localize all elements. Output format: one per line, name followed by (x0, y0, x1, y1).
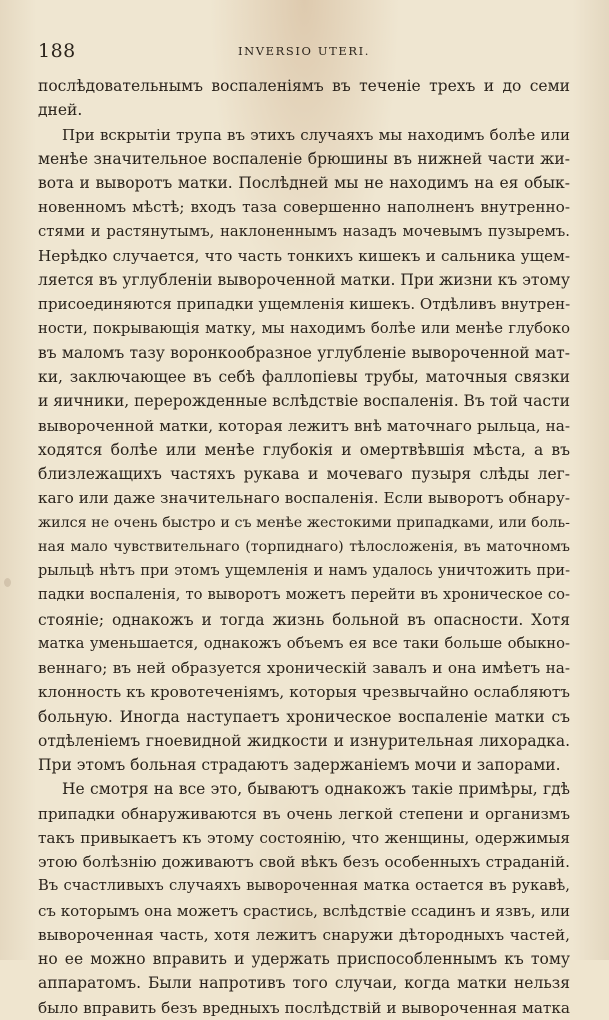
text-line: стояніе; однакожъ и тогда жизнь больной въ опасности. Хотя (38, 610, 570, 629)
text-line: дней. (38, 101, 83, 120)
text-line: присоединяются припадки ущемленія кишекъ. Отдѣливъ внутрен- (38, 295, 570, 314)
text-line: При вскрытіи трупа въ этихъ случаяхъ мы находимъ болѣе или (62, 125, 570, 144)
body-text (38, 74, 570, 1020)
text-line: ходятся болѣе или менѣе глубокія и омертвѣвшія мѣста, а въ (38, 440, 570, 459)
text-line: клонность къ кровотеченіямъ, которыя чрезвычайно ослабляютъ (38, 683, 570, 702)
text-line: матка уменьшается, однакожъ объемъ ея все таки больше обыкно- (38, 634, 570, 652)
text-line: близлежащихъ частяхъ рукава и мочеваго пузыря слѣды лег- (38, 465, 570, 483)
text-line: ности, покрывающія матку, мы находимъ болѣе или менѣе глубоко (38, 319, 570, 337)
text-line: жился не очень быстро и съ менѣе жестокими припадками, или боль- (38, 514, 570, 531)
text-line: послѣдовательнымъ воспаленіямъ въ теченіе трехъ и до семи (38, 77, 570, 95)
text-line: ная мало чувствительнаго (торпиднаго) тѣлосложенія, въ маточномъ (38, 538, 570, 555)
text-line: этою болѣзнію доживаютъ свой вѣкъ безъ особенныхъ страданій. (38, 853, 570, 871)
text-line: ляется въ углубленіи вывороченной матки. При жизни къ этому (38, 271, 570, 289)
page-number: 188 (38, 40, 76, 62)
text-line: ки, заключающее въ себѣ фаллопіевы трубы, маточныя связки (38, 368, 570, 386)
text-line: Нерѣдко случается, что часть тонкихъ кишекъ и сальника ущем- (38, 246, 570, 265)
text-line: стями и растянутымъ, наклоненнымъ назадъ мочевымъ пузыремъ. (38, 222, 570, 240)
text-line: При этомъ больная страдаютъ задержаніемъ мочи и запорами. (38, 756, 561, 774)
text-line: въ маломъ тазу воронкообразное углубленіе вывороченной мат- (38, 343, 570, 362)
text-line: Не смотря на все это, бываютъ однакожъ такіе примѣры, гдѣ (62, 780, 570, 799)
text-line: веннаго; въ ней образуется хроническій завалъ и она имѣетъ на- (38, 659, 570, 677)
text-line: каго или даже значительнаго воспаленія. Если выворотъ обнару- (38, 489, 570, 508)
paper-stain (4, 578, 11, 587)
text-line: съ которымъ она можетъ срастись, вслѣдствіе ссадинъ и язвъ, или (38, 901, 570, 920)
text-line: новенномъ мѣстѣ; входъ таза совершенно наполненъ внутренно- (38, 198, 570, 217)
text-line: рыльцѣ нѣтъ при этомъ ущемленія и намъ удалось уничтожить при- (38, 563, 570, 579)
text-line: отдѣленіемъ гноевидной жидкости и изнурительная лихорадка. (38, 731, 570, 750)
text-line: вывороченная часть, хотя лежитъ снаружи дѣтородныхъ частей, (38, 925, 570, 944)
text-line: и яичники, перерожденные вслѣдствіе воспаленія. Въ той части (38, 392, 570, 411)
text-line: менѣе значительное воспаленіе брюшины въ нижней части жи- (38, 149, 570, 168)
page-header (38, 40, 570, 62)
text-line: больную. Иногда наступаетъ хроническое воспаленіе матки съ (38, 707, 570, 726)
text-line: падки воспаленія, то выворотъ можетъ перейти въ хроническое со- (38, 586, 570, 604)
text-line: вота и выворотъ матки. Послѣдней мы не находимъ на ея обык- (38, 174, 570, 192)
text-line: припадки обнаруживаются въ очень легкой степени и организмъ (38, 804, 570, 823)
text-line: аппаратомъ. Были напротивъ того случаи, когда матки нельзя (38, 974, 570, 993)
text-line: Въ счастливыхъ случаяхъ вывороченная матка остается въ рукавѣ, (38, 877, 570, 895)
text-line: было вправить безъ вредныхъ послѣдствій и вывороченная матка (38, 998, 570, 1017)
running-title: INVERSIO UTERI. (237, 44, 371, 58)
text-line: но ее можно вправить и удержать приспособленнымъ къ тому (38, 950, 570, 968)
text-line: такъ привыкаетъ къ этому состоянію, что женщины, одержимыя (38, 828, 570, 847)
text-line: вывороченной матки, которая лежитъ внѣ маточнаго рыльца, на- (38, 416, 570, 435)
